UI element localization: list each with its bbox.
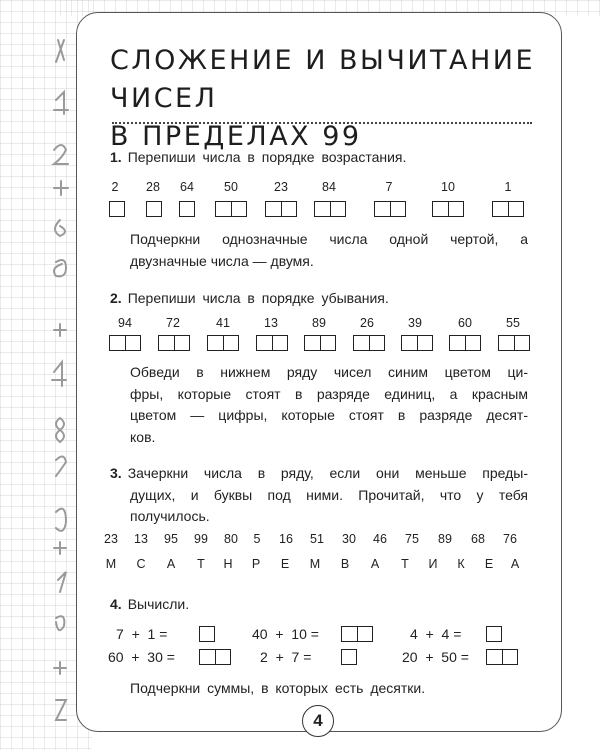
- answer-box[interactable]: [179, 201, 195, 217]
- dotted-divider: [112, 122, 532, 124]
- task-1-number-item: 1: [504, 180, 512, 194]
- task-3-number-item: 5: [253, 532, 261, 546]
- task-3-letter-item: С: [136, 557, 146, 571]
- task-1-number-item: 28: [146, 180, 160, 194]
- task-3-number-item: 30: [342, 532, 356, 546]
- answer-box[interactable]: [353, 335, 385, 351]
- page-number: 4: [302, 705, 334, 737]
- equation: 7 + 1 =: [116, 626, 168, 642]
- equation: 4 + 4 =: [410, 626, 462, 642]
- title-line-2: В ПРЕДЕЛАХ 99: [110, 121, 362, 152]
- task-1-number-item: 84: [322, 180, 336, 194]
- answer-box[interactable]: [374, 201, 406, 217]
- task-1-number-item: 50: [224, 180, 238, 194]
- task-3-number-item: 23: [104, 532, 118, 546]
- task-2-number-item: 94: [118, 316, 132, 330]
- answer-box[interactable]: [486, 626, 502, 642]
- equation: 20 + 50 =: [402, 649, 469, 665]
- answer-box[interactable]: [109, 335, 141, 351]
- task-2-number-item: 89: [312, 316, 326, 330]
- task-3-letter-item: Т: [401, 557, 409, 571]
- task-1-number-item: 7: [385, 180, 393, 194]
- equation: 2 + 7 =: [260, 649, 312, 665]
- task-3-number-item: 75: [405, 532, 419, 546]
- task-1-number-item: 64: [180, 180, 194, 194]
- task-3-text-line: Зачеркни числа в ряду, если они меньше преды-: [127, 465, 528, 481]
- equation: 40 + 10 =: [252, 626, 319, 642]
- task-2-note: [130, 362, 528, 448]
- task-2-number-item: 41: [216, 316, 230, 330]
- task-1-number-item: 10: [441, 180, 455, 194]
- task-3-letter-item: М: [309, 557, 321, 571]
- task-3-letter-item: К: [457, 557, 465, 571]
- title-line-1: СЛОЖЕНИЕ И ВЫЧИТАНИЕ ЧИСЕЛ: [110, 45, 536, 114]
- answer-box[interactable]: [304, 335, 336, 351]
- task-4-note: Подчеркни суммы, в которых есть десятки.: [130, 680, 426, 696]
- task-1-note-line: двузначные числа — двумя.: [130, 252, 314, 269]
- answer-box[interactable]: [215, 201, 247, 217]
- task-2-number-item: 39: [408, 316, 422, 330]
- task-2-number-item: 72: [166, 316, 180, 330]
- task-3-number-item: 99: [194, 532, 208, 546]
- task-3-letter-item: Е: [280, 557, 290, 571]
- task-3-number-item: 13: [134, 532, 148, 546]
- task-2-number-item: 26: [360, 316, 374, 330]
- task-4-text: Вычисли.: [127, 596, 190, 612]
- task-2-note-line: ков.: [130, 428, 156, 445]
- task-3-letter-item: Т: [197, 557, 205, 571]
- task-3-number-item: 95: [164, 532, 178, 546]
- answer-box[interactable]: [207, 335, 239, 351]
- task-2-number: 2.: [110, 290, 122, 306]
- task-3-number-item: 89: [438, 532, 452, 546]
- task-3-number-item: 46: [373, 532, 387, 546]
- task-4-heading: [110, 594, 189, 614]
- task-3-letter-item: М: [105, 557, 117, 571]
- task-3-number: 3.: [110, 465, 122, 481]
- answer-box[interactable]: [146, 201, 162, 217]
- task-2-number-item: 60: [458, 316, 472, 330]
- task-2-text: Перепиши числа в порядке убывания.: [127, 290, 389, 306]
- task-3-heading: [110, 463, 528, 528]
- answer-box[interactable]: [199, 626, 215, 642]
- answer-box[interactable]: [486, 649, 518, 665]
- answer-box[interactable]: [314, 201, 346, 217]
- task-4-number: 4.: [110, 596, 122, 612]
- answer-box[interactable]: [449, 335, 481, 351]
- task-3-number-item: 16: [279, 532, 293, 546]
- task-2-number-item: 55: [506, 316, 520, 330]
- task-3-text-line: дущих, и буквы под ними. Прочитай, что у тебя: [130, 486, 528, 503]
- answer-box[interactable]: [256, 335, 288, 351]
- task-3-line: [110, 463, 528, 485]
- task-2-note-line: Обведи в нижнем ряду чисел синим цветом ци-: [130, 364, 528, 380]
- task-3-letter-item: А: [370, 557, 380, 571]
- answer-box[interactable]: [401, 335, 433, 351]
- task-3-number-item: 76: [503, 532, 517, 546]
- answer-box[interactable]: [109, 201, 125, 217]
- task-1-heading: [110, 147, 406, 167]
- answer-box[interactable]: [265, 201, 297, 217]
- task-1-number: 1.: [110, 149, 122, 165]
- task-2-note-line: цветом — цифры, которые стоят в разряде десят-: [130, 407, 528, 423]
- page-title: [110, 42, 600, 156]
- answer-box[interactable]: [492, 201, 524, 217]
- task-3-letter-item: Р: [251, 557, 261, 571]
- task-1-text: Перепиши числа в порядке возрастания.: [127, 149, 407, 165]
- answer-box[interactable]: [158, 335, 190, 351]
- task-2-heading: [110, 288, 389, 308]
- task-3-letter-item: А: [166, 557, 176, 571]
- answer-box[interactable]: [432, 201, 464, 217]
- task-3-number-item: 80: [224, 532, 238, 546]
- task-3-letter-item: Е: [484, 557, 494, 571]
- task-1-note-line: Подчеркни однозначные числа одной чертой, а: [130, 231, 528, 247]
- answer-box[interactable]: [341, 626, 373, 642]
- task-1-note: [130, 229, 528, 272]
- answer-box[interactable]: [341, 649, 357, 665]
- task-3-letter-item: В: [340, 557, 350, 571]
- task-3-number-item: 68: [471, 532, 485, 546]
- answer-box[interactable]: [199, 649, 231, 665]
- task-3-text-line: получилось.: [130, 508, 210, 524]
- task-3-letter-item: А: [510, 557, 520, 571]
- answer-box[interactable]: [498, 335, 530, 351]
- task-3-number-item: 51: [310, 532, 324, 546]
- task-1-number-item: 23: [274, 180, 288, 194]
- task-2-number-item: 13: [264, 316, 278, 330]
- task-1-number-item: 2: [111, 180, 119, 194]
- task-3-letter-item: Н: [223, 557, 233, 571]
- task-3-letter-item: И: [428, 557, 438, 571]
- equation: 60 + 30 =: [108, 649, 175, 665]
- task-2-note-line: фры, которые стоят в разряде единиц, а красным: [130, 385, 528, 402]
